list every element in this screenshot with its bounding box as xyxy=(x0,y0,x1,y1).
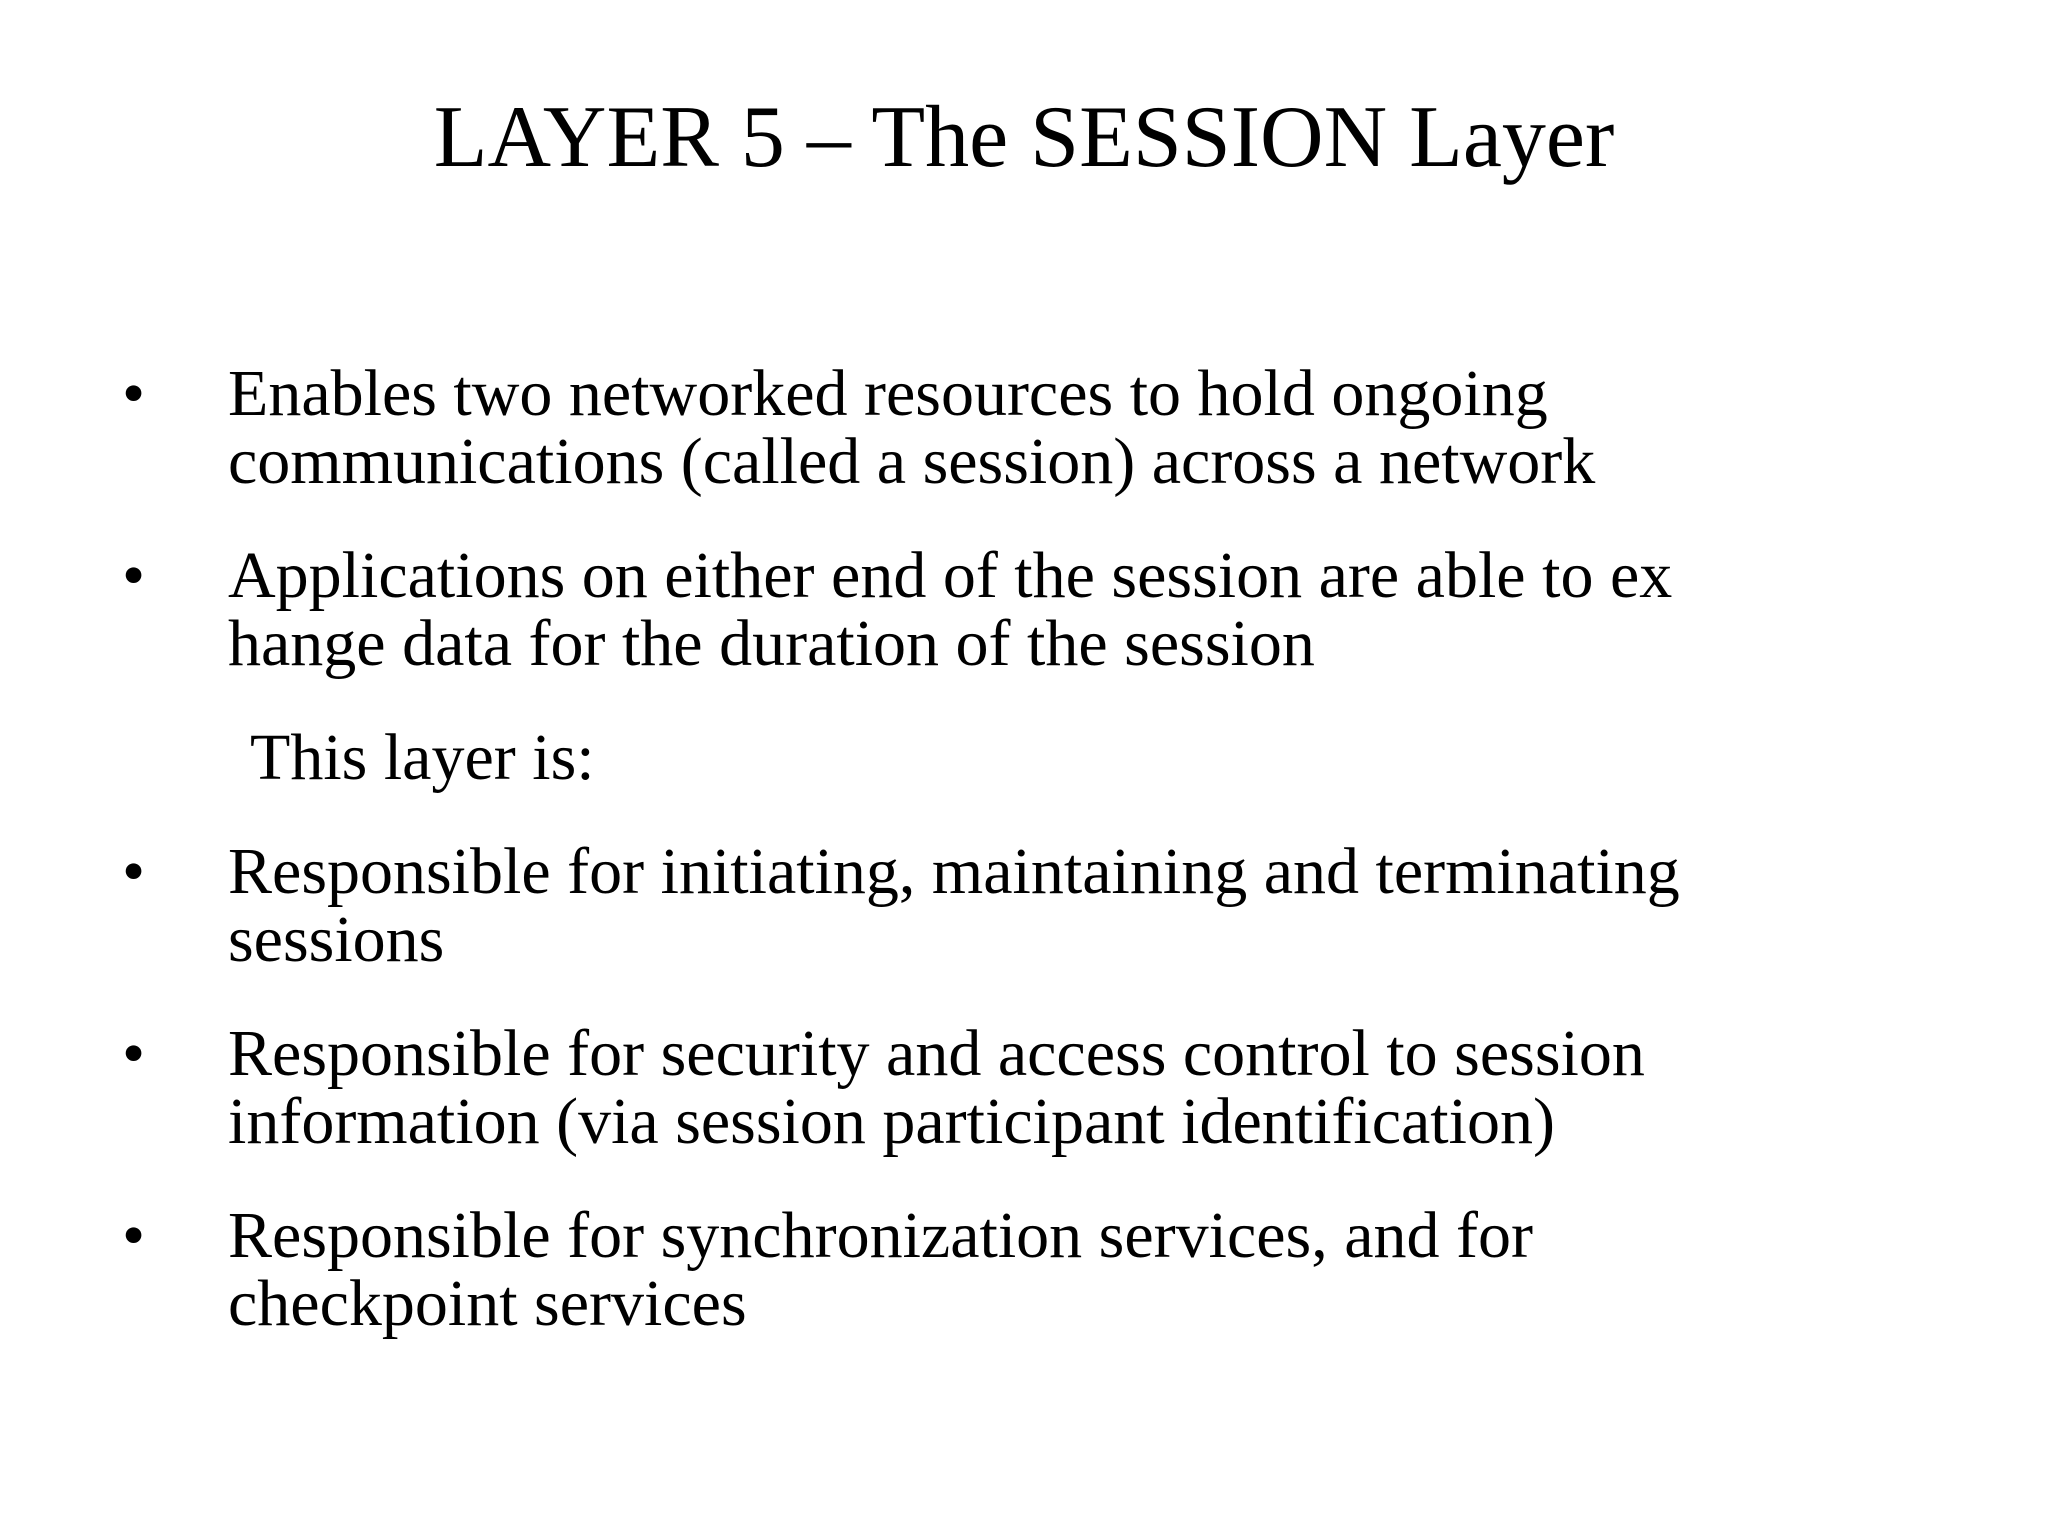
bullet-text-line: information (via session participant identification) xyxy=(228,1085,1555,1158)
bullet-icon: • xyxy=(122,1017,146,1090)
bullet-item-exchange xyxy=(118,539,1978,680)
bullet-text-line: sessions xyxy=(228,903,445,976)
bullet-item-synchronization xyxy=(118,1199,1978,1340)
bullet-icon: • xyxy=(122,835,146,908)
section-label: This layer is: xyxy=(250,721,595,794)
bullet-text-line: communications (called a session) across a network xyxy=(228,425,1596,498)
bullet-text-line: Responsible for synchronization services, and for xyxy=(228,1199,1533,1272)
bullet-icon: • xyxy=(122,1199,146,1272)
bullet-icon: • xyxy=(122,539,146,612)
bullet-text-line: checkpoint services xyxy=(228,1267,747,1340)
bullet-text-line: Applications on either end of the session are able to ex xyxy=(228,539,1673,612)
bullet-icon: • xyxy=(122,357,146,430)
bullet-text-line: hange data for the duration of the session xyxy=(228,607,1315,680)
slide-body xyxy=(118,357,1978,1384)
bullet-item-sessions xyxy=(118,835,1978,976)
bullet-text xyxy=(228,539,1978,680)
bullet-text xyxy=(228,1199,1978,1340)
bullet-item-security xyxy=(118,1017,1978,1158)
slide-title: LAYER 5 – The SESSION Layer xyxy=(433,89,1615,186)
bullet-text xyxy=(228,357,1978,498)
bullet-text xyxy=(228,1017,1978,1158)
bullet-text-line: Enables two networked resources to hold ongoing xyxy=(228,357,1548,430)
bullet-text-line: Responsible for security and access control to session xyxy=(228,1017,1645,1090)
bullet-text xyxy=(228,835,1978,976)
bullet-text-line: Responsible for initiating, maintaining and terminating xyxy=(228,835,1680,908)
bullet-item-initiation xyxy=(118,357,1978,498)
